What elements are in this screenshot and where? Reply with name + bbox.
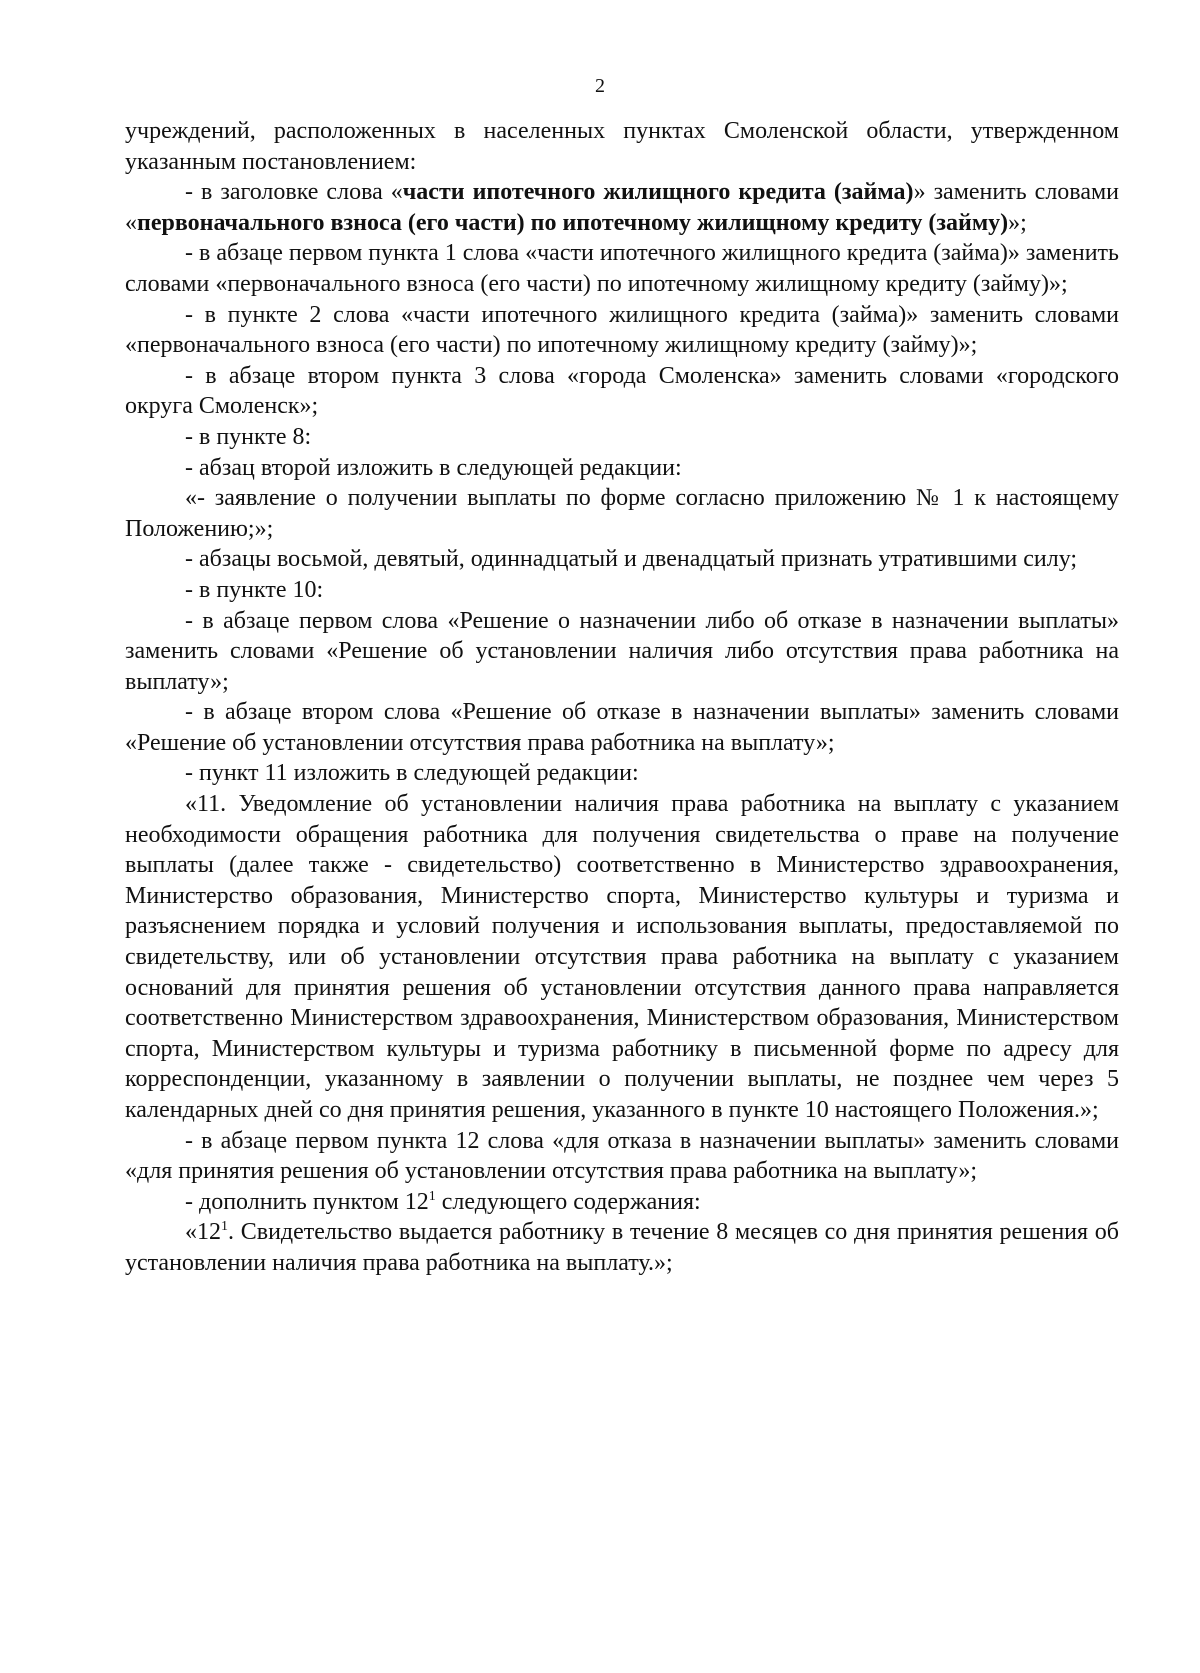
paragraph bbox=[125, 177, 1119, 238]
paragraph-text: . Свидетельство выдается работнику в течение 8 месяцев со дня принятия решения об установлении наличия права работника на выплату.»; bbox=[125, 1219, 1119, 1276]
paragraph-text: «12 bbox=[185, 1219, 221, 1246]
paragraph bbox=[125, 300, 1119, 361]
paragraph-text: - в абзаце втором слова «Решение об отказе в назначении выплаты» заменить словами «Решение об установлении отсутствия права работника на выплату»; bbox=[125, 699, 1119, 756]
paragraph-text: » заменить словами « bbox=[125, 179, 1119, 236]
paragraph-text: - в пункте 8: bbox=[185, 423, 312, 450]
paragraph bbox=[125, 606, 1119, 698]
paragraph bbox=[125, 483, 1119, 544]
paragraph-text: - в пункте 2 слова «части ипотечного жилищного кредита (займа)» заменить словами «первоначального взноса (его части) по ипотечному жилищному кредиту (займу)»; bbox=[125, 301, 1119, 359]
paragraph-text: «11. Уведомление об установлении наличия права работника на выплату с указанием необходимости обращения работника для получения свидетельства о праве на получение выплаты (далее также - свидетельство) соответственно в Министерство здравоохранения, Министерство образования, Министерство спорта, Министерство культуры и туризма и разъяснением порядка и условий получения и использования выплаты, предоставляемой по свидетельству, или об установлении отсутствия права работника на выплату с указанием оснований для принятия решения об установлении отсутствия данного права направляется соответственно Министерством здравоохранения, Министерством образования, Министерством спорта, Министерством культуры и туризма работнику в письменной форме по адресу для корреспонденции, указанному в заявлении о получении выплаты, не позднее чем через 5 календарных дней со дня принятия решения, указанного в пункте 10 настоящего Положения.»; bbox=[125, 791, 1119, 1123]
paragraph-text: »; bbox=[1008, 209, 1027, 236]
paragraph bbox=[125, 697, 1119, 758]
paragraph-text: - пункт 11 изложить в следующей редакции: bbox=[185, 760, 639, 787]
paragraph bbox=[125, 789, 1119, 1126]
paragraph bbox=[125, 758, 1119, 789]
paragraph-text: - абзац второй изложить в следующей редакции: bbox=[185, 454, 682, 481]
paragraph-text: - в пункте 10: bbox=[185, 576, 324, 603]
paragraph-text: - в абзаце первом пункта 1 слова «части ипотечного жилищного кредита (займа)» заменить словами «первоначального взноса (его части) по ипотечному жилищному кредиту (займу)»; bbox=[125, 240, 1119, 297]
paragraph bbox=[125, 361, 1119, 422]
paragraph-text: «- заявление о получении выплаты по форме согласно приложению № 1 к настоящему Положению;»; bbox=[125, 485, 1119, 542]
paragraph-text: - дополнить пунктом 12 bbox=[185, 1188, 429, 1215]
paragraph bbox=[125, 422, 1119, 453]
paragraph bbox=[125, 453, 1119, 484]
paragraph bbox=[125, 1217, 1119, 1278]
document-body bbox=[125, 116, 1119, 1279]
paragraph-text: учреждений, расположенных в населенных пунктах Смоленской области, утвержденном указанным постановлением: bbox=[125, 118, 1119, 175]
paragraph bbox=[125, 1126, 1119, 1187]
paragraph-text: - в заголовке слова « bbox=[185, 179, 403, 206]
paragraph-text: следующего содержания: bbox=[435, 1188, 701, 1215]
bold-text: первоначального взноса (его части) по ипотечному жилищному кредиту (займу) bbox=[137, 209, 1009, 236]
superscript: 1 bbox=[428, 1188, 436, 1204]
paragraph bbox=[125, 1187, 1119, 1218]
superscript: 1 bbox=[221, 1219, 228, 1235]
bold-text: части ипотечного жилищного кредита (займа) bbox=[402, 179, 914, 206]
paragraph bbox=[125, 544, 1119, 575]
paragraph-text: - абзацы восьмой, девятый, одиннадцатый и двенадцатый признать утратившими силу; bbox=[185, 546, 1078, 573]
paragraph bbox=[125, 575, 1119, 606]
paragraph-text: - в абзаце первом пункта 12 слова «для отказа в назначении выплаты» заменить словами «для принятия решения об установлении отсутствия права работника на выплату»; bbox=[125, 1127, 1119, 1185]
paragraph bbox=[125, 116, 1119, 177]
paragraph-text: - в абзаце первом слова «Решение о назначении либо об отказе в назначении выплаты» заменить словами «Решение об установлении наличия либо отсутствия права работника на выплату»; bbox=[125, 607, 1119, 695]
paragraph-text: - в абзаце втором пункта 3 слова «города Смоленска» заменить словами «городского округа Смоленск»; bbox=[125, 362, 1119, 420]
paragraph bbox=[125, 238, 1119, 299]
page-number: 2 bbox=[595, 75, 605, 97]
